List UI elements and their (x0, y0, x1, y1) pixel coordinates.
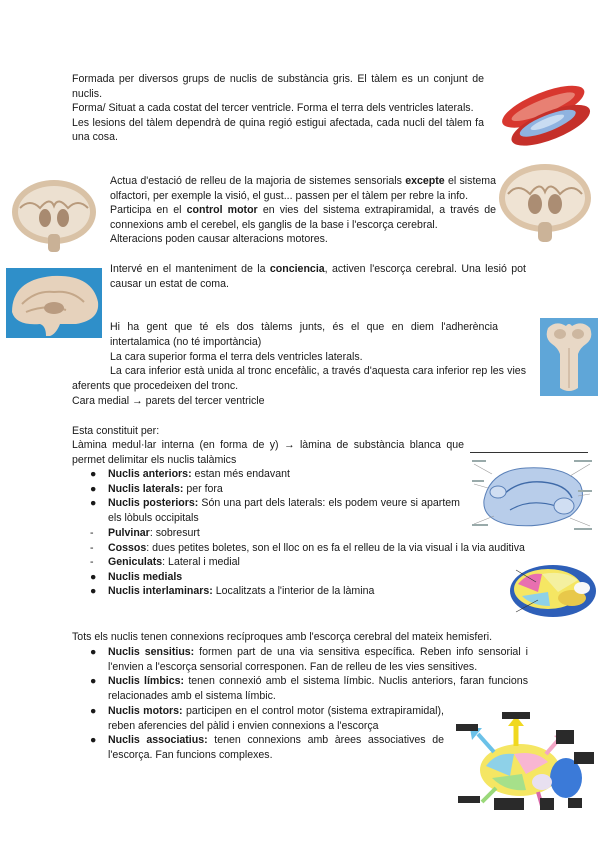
consc-text-bold: conciencia (269, 263, 325, 275)
consc-text-pre: Intervé en el manteniment de la (110, 263, 270, 275)
structure-heading: Esta constituit per: (72, 425, 160, 437)
list-item: ● Nuclis motors: participen en el control motor (sistema extrapiramidal), reben aferencies del pàlid i envien connexions a l'escorça (90, 705, 444, 732)
thalamic-nuclei-diagram (470, 454, 594, 538)
list-item: - Pulvinar: sobresurt (90, 527, 200, 539)
relay-function (110, 174, 496, 203)
list-item: ● Nuclis límbics: tenen connexió amb el sistema límbic. Nuclis anteriors, faran funcions relacionades amb el sistema límbic. (90, 675, 528, 702)
colored-nuclei-diagram (508, 562, 598, 620)
connections-heading: Tots els nuclis tenen connexions recíproques amb l'escorça cerebral del mateix hemisferi. (72, 631, 493, 643)
adhesion-line-3: La cara inferior està unida al tronc encefàlic, a través d'aquesta cara inferior rep les vies aferents que procedeixen del tronc. (72, 365, 526, 392)
list-item: ● Nuclis anteriors: estan més endavant (90, 468, 290, 480)
motor-text-bold: control motor (186, 204, 258, 217)
list-item: - Cossos: dues petites boletes, son el lloc on es fa el relleu de la via visual i la via auditiva (90, 541, 525, 554)
adhesion-line-4: Cara medial → parets del tercer ventricle (72, 395, 265, 407)
intro-line-1: Formada per diversos grups de nuclis de substància gris. El tàlem es un conjunt de nuclis. (72, 73, 484, 100)
cortex-connections-diagram (456, 712, 596, 814)
connections-list-bottom (88, 704, 444, 762)
relay-text-bold: excepte (405, 175, 445, 187)
intro-line-3: Les lesions del tàlem dependrà de quina regió estigui afectada, cada nucli del tàlem fa una cosa. (72, 116, 484, 144)
intro-paragraph (72, 72, 484, 145)
thalamus-3d-image (500, 78, 594, 154)
lamina-text: Làmina medul·lar interna (en forma de y) → làmina de substància blanca que permet delimitar els nuclis talàmics (72, 439, 464, 466)
motor-text-post: en vies del sistema extrapiramidal, a través de connexions amb el cerebel, els ganglis de la base i l'escorça cerebral. (110, 204, 496, 231)
connections-list-top (88, 645, 528, 703)
consciousness-function (110, 262, 526, 291)
intro-line-2: Forma/ Situat a cada costat del tercer ventricle. Forma el terra dels ventricles laterals. (72, 102, 474, 115)
sagittal-brain-image (6, 268, 102, 338)
relay-text-pre: Actua d'estació de relleu de la majoria de sistemes sensorials (110, 175, 406, 187)
list-item: ● Nuclis posteriors: Són una part dels laterals: els podem veure si apartem els lòbuls occipitals (90, 497, 460, 524)
motor-text-pre: Participa en el (110, 204, 187, 217)
list-item: ● Nuclis associatius: tenen connexions amb àrees associatives de l'escorça. Fan funcions complexes. (90, 734, 444, 761)
divider-line (470, 452, 588, 453)
motor-note: Alteracions poden causar alteracions motores. (110, 233, 328, 246)
list-item: ● Nuclis laterals: per fora (90, 482, 223, 495)
functions-block (110, 174, 496, 247)
list-item: ● Nuclis sensitius: formen part de una via sensitiva específica. Reben info sensorial i l'envien a l'escorça sensorial corresponen. Fan de relleu de les vies sensitives. (90, 646, 528, 673)
list-item: ● Nuclis medials (90, 570, 183, 583)
list-item: ● Nuclis interlaminars: Localitzats a l'interior de la làmina (90, 585, 375, 598)
adhesion-line-1: Hi ha gent que té els dos tàlems junts, és el que en diem l'adherència intertalamica (no té importància) (110, 321, 498, 348)
brainstem-image (540, 318, 598, 396)
list-item: - Geniculats: Lateral i medial (90, 556, 240, 569)
coronal-brain-slice-right (496, 160, 594, 244)
adhesion-line-2: La cara superior forma el terra dels ventricles laterals. (110, 351, 363, 363)
nuclei-sublist (88, 526, 528, 599)
relay-text-post: el sistema olfactori, per exemple la visió, el gust... passen per el tàlem per rebre la info. (110, 175, 496, 202)
nuclei-list (88, 467, 460, 525)
motor-function (110, 203, 496, 232)
consc-text-post: , activen l'escorça cerebral. Una lesió pot causar un estat de coma. (110, 263, 526, 290)
coronal-brain-slice-left (10, 178, 98, 254)
